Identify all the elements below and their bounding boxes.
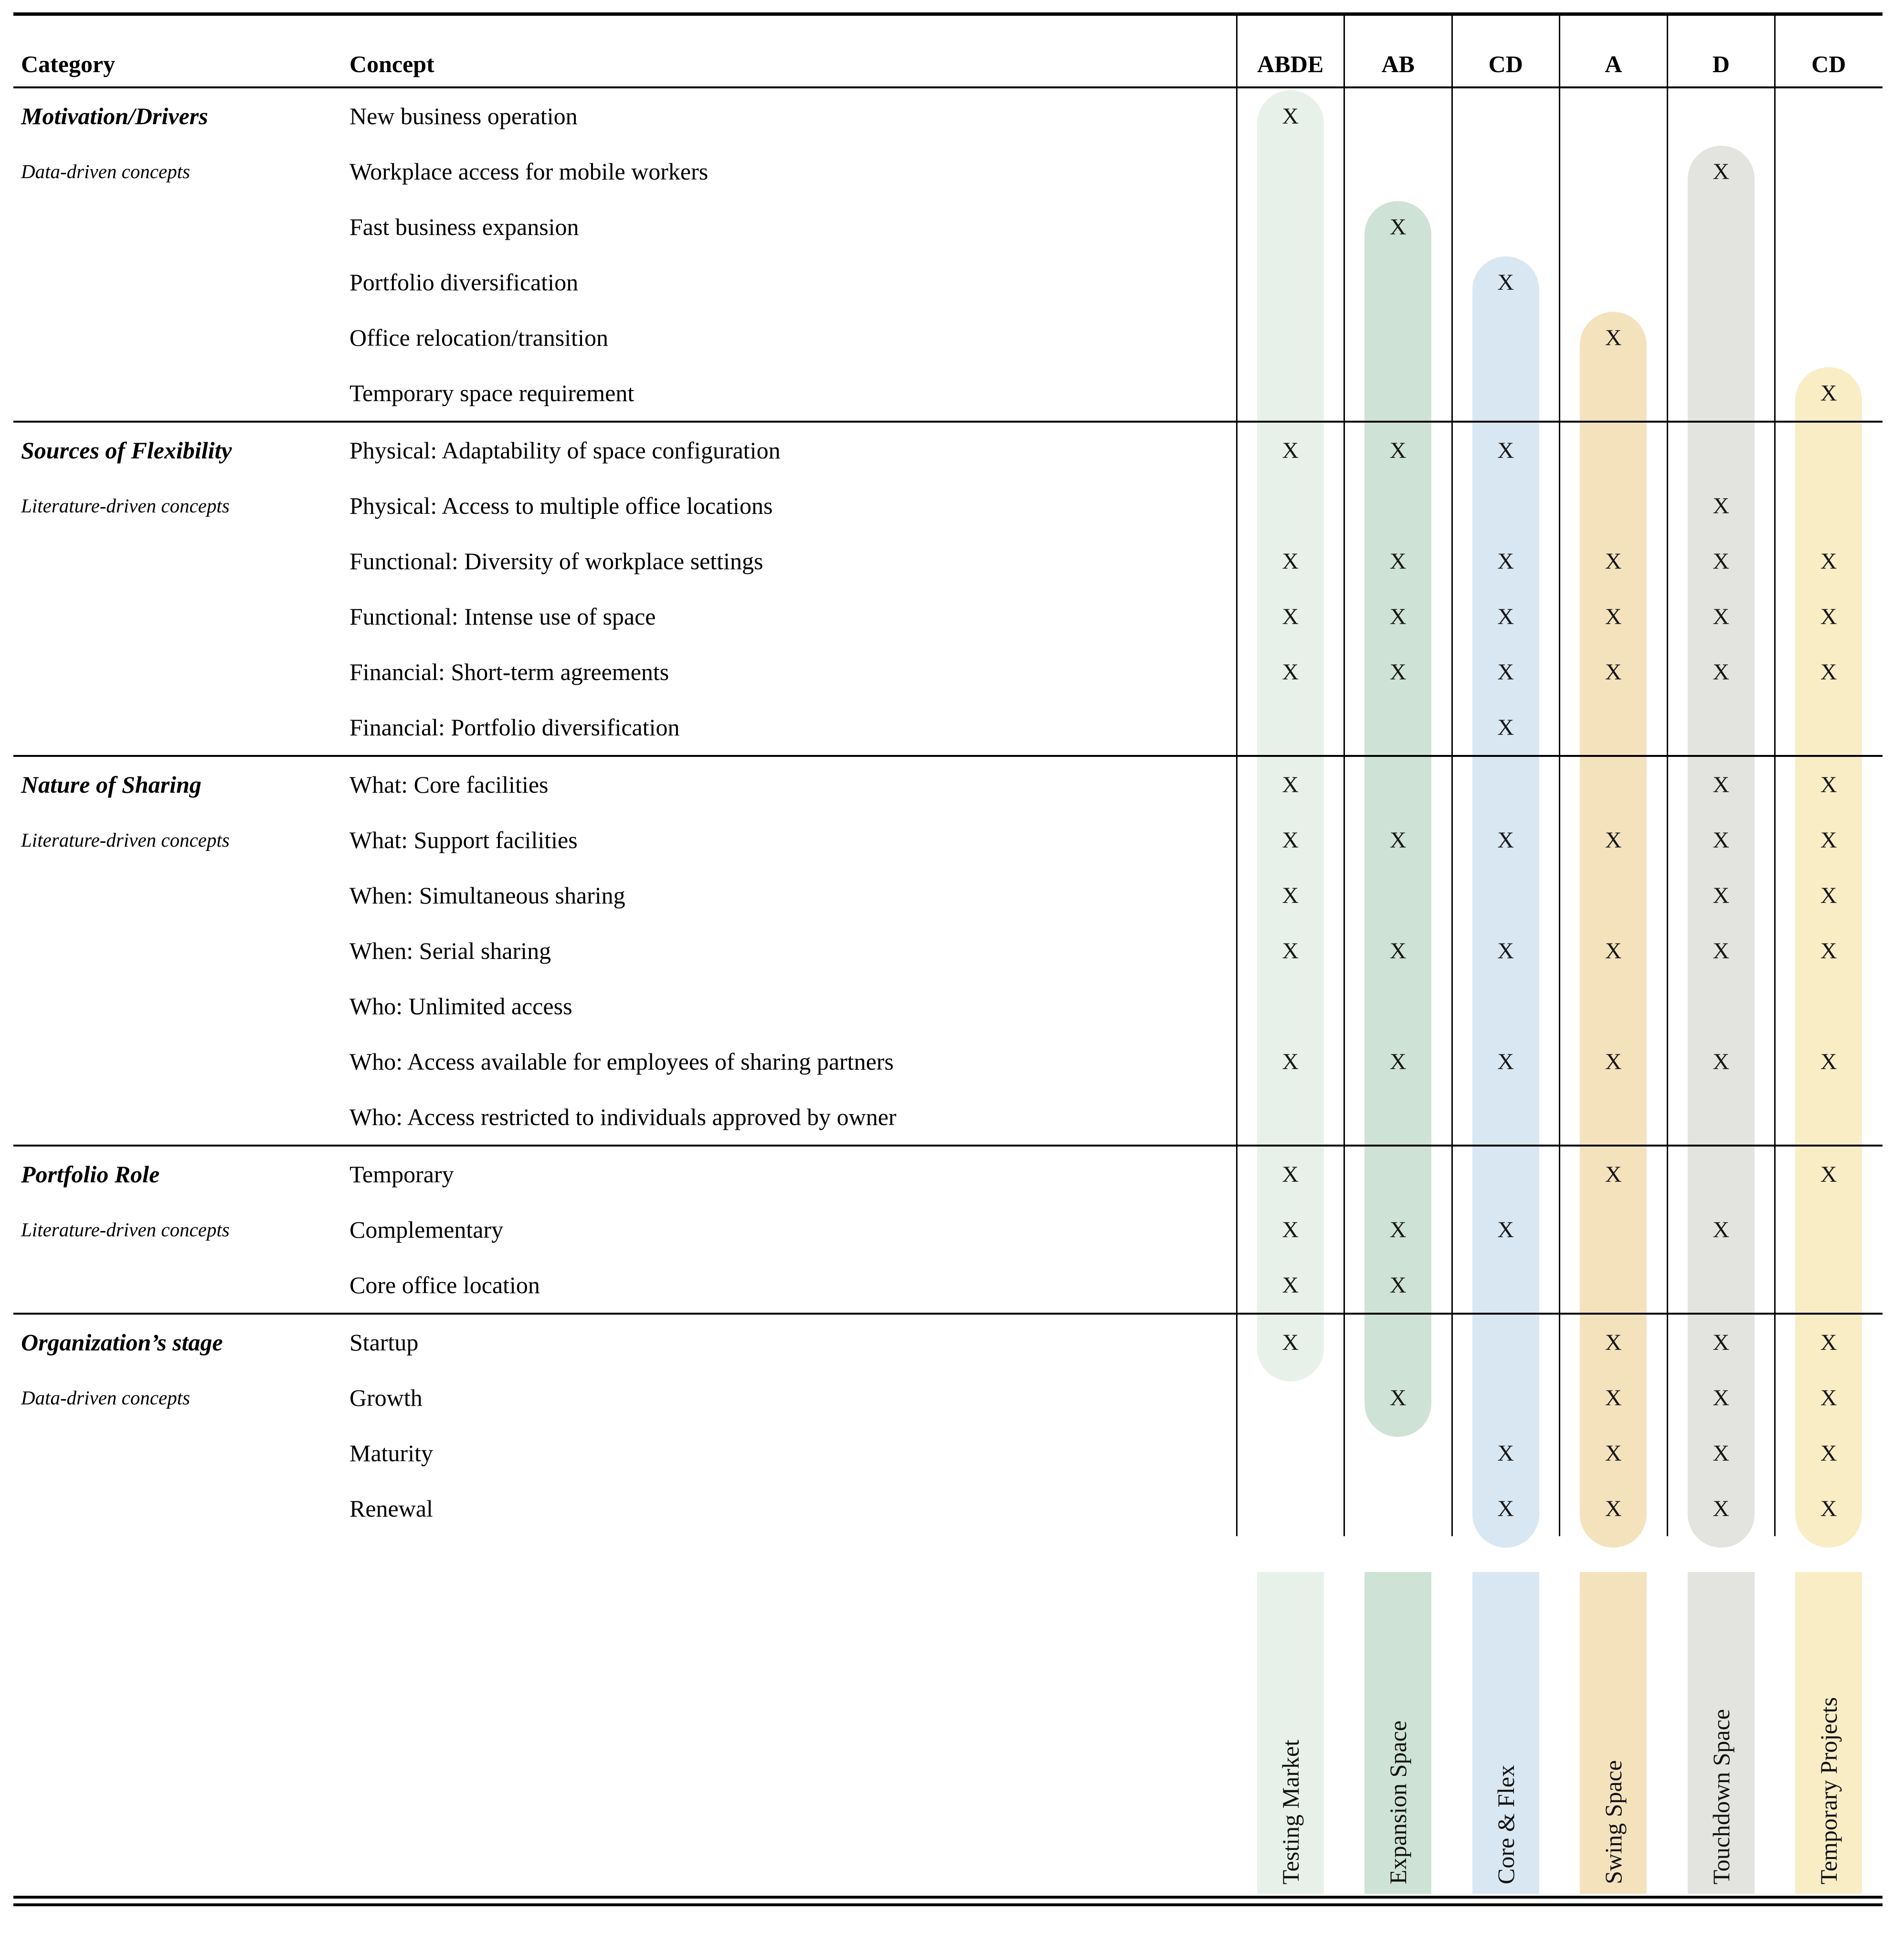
mark-x: X [1713,1496,1730,1521]
mark-x: X [1497,714,1514,740]
concept-cell: Financial: Short-term agreements [349,658,669,685]
mark-x: X [1389,938,1407,964]
mark-x: X [1282,827,1299,853]
concept-cell: Financial: Portfolio diversification [349,714,680,741]
mark-column-header-1: ABDE [1257,51,1324,77]
mark-x: X [1497,827,1514,853]
mark-x: X [1605,1049,1622,1074]
mark-x: X [1713,604,1730,629]
mark-column-header-4: A [1605,51,1622,77]
mark-x: X [1497,1049,1514,1074]
mark-x: X [1713,1440,1730,1466]
legend-label: Touchdown Space [1707,1709,1735,1884]
mark-column-header-6: CD [1811,51,1846,77]
mark-x: X [1282,659,1299,685]
mark-x: X [1389,1217,1407,1243]
mark-x: X [1605,1385,1622,1411]
legend-label: Swing Space [1600,1760,1627,1884]
mark-x: X [1713,159,1730,184]
concept-cell: Core office location [349,1272,540,1298]
category-sublabel: Literature-driven concepts [21,829,230,851]
concept-cell: Functional: Intense use of space [349,603,656,630]
concept-cell: Who: Access available for employees of sharing partners [349,1048,894,1075]
mark-column-header-5: D [1712,51,1730,77]
mark-x: X [1389,1049,1407,1074]
mark-x: X [1820,1329,1837,1355]
mark-x: X [1282,772,1299,797]
bottom-rule-outer [13,1896,1883,1899]
concept-cell: Portfolio diversification [349,269,579,296]
legend-band-cd2 [1795,1572,1862,1894]
mark-x: X [1820,938,1837,964]
mark-x: X [1497,1496,1514,1521]
mark-x: X [1713,1385,1730,1411]
mark-x: X [1389,437,1407,463]
concept-cell: Physical: Access to multiple office locations [349,492,773,519]
concept-cell: Fast business expansion [349,213,579,240]
legend-band-cd [1472,1572,1539,1894]
concept-cell: New business operation [349,103,578,129]
concept-cell: Workplace access for mobile workers [349,158,709,185]
mark-x: X [1820,1385,1837,1411]
mark-column-header-2: AB [1381,51,1415,77]
mark-x: X [1820,659,1837,685]
concept-cell: Physical: Adaptability of space configuration [349,437,781,464]
mark-x: X [1713,938,1730,964]
mark-x: X [1605,1440,1622,1466]
legend-band-abde [1257,1572,1324,1894]
concept-cell: What: Support facilities [349,827,578,853]
concept-cell: Complementary [349,1216,504,1243]
category-label: Organization’s stage [21,1329,223,1356]
mark-x: X [1605,938,1622,964]
mark-x: X [1497,604,1514,629]
category-sublabel: Literature-driven concepts [21,1219,230,1241]
mark-x: X [1389,827,1407,853]
mark-x: X [1282,437,1299,463]
mark-x: X [1605,548,1622,574]
mark-x: X [1282,938,1299,964]
legend-band-ab [1365,1572,1431,1894]
mark-x: X [1820,548,1837,574]
mark-x: X [1497,659,1514,685]
mark-x: X [1605,1329,1622,1355]
mark-x: X [1497,1217,1514,1243]
concept-column-header: Concept [349,51,434,77]
concept-cell: When: Serial sharing [349,937,551,964]
mark-x: X [1713,882,1730,908]
mark-x: X [1389,548,1407,574]
legend-label: Expansion Space [1385,1721,1412,1884]
mark-x: X [1820,604,1837,629]
mark-x: X [1713,548,1730,574]
mark-x: X [1713,1217,1730,1243]
mark-x: X [1713,1329,1730,1355]
legend-band-d [1688,1572,1755,1894]
mark-x: X [1605,827,1622,853]
mark-x: X [1820,1049,1837,1074]
mark-x: X [1282,548,1299,574]
legend-label: Core & Flex [1492,1765,1519,1884]
mark-x: X [1497,269,1514,295]
category-label: Portfolio Role [21,1161,160,1188]
mark-x: X [1389,1272,1407,1298]
mark-x: X [1282,604,1299,629]
legend-label: Testing Market [1277,1739,1304,1884]
concept-cell: Temporary space requirement [349,380,635,406]
concept-cell: Who: Unlimited access [349,993,572,1020]
mark-x: X [1820,1161,1837,1187]
concept-cell: Functional: Diversity of workplace settings [349,548,763,574]
category-label: Motivation/Drivers [21,103,208,129]
concept-cell: What: Core facilities [349,771,549,798]
mark-x: X [1605,1496,1622,1521]
mark-x: X [1497,437,1514,463]
mark-x: X [1282,882,1299,908]
mark-x: X [1497,938,1514,964]
category-sublabel: Literature-driven concepts [21,495,230,517]
mark-x: X [1820,380,1837,406]
mark-x: X [1713,493,1730,519]
mark-x: X [1605,1161,1622,1187]
category-column-header: Category [21,51,116,77]
legend-label: Temporary Projects [1815,1697,1842,1884]
mark-x: X [1497,548,1514,574]
table-top-rule [13,12,1883,16]
mark-x: X [1713,659,1730,685]
category-label: Sources of Flexibility [21,437,232,464]
mark-x: X [1713,772,1730,797]
bottom-rule-inner [13,1903,1883,1906]
mark-x: X [1389,1385,1407,1411]
concept-cell: Temporary [349,1161,454,1188]
mark-x: X [1605,659,1622,685]
concept-cell: Maturity [349,1440,433,1466]
concept-cell: When: Simultaneous sharing [349,882,625,909]
mark-x: X [1820,827,1837,853]
mark-x: X [1282,1049,1299,1074]
mark-x: X [1389,604,1407,629]
mark-x: X [1282,103,1299,129]
mark-x: X [1820,772,1837,797]
concept-cell: Office relocation/transition [349,324,608,351]
mark-x: X [1389,214,1407,240]
mark-x: X [1820,882,1837,908]
concept-cell: Growth [349,1384,423,1411]
mark-x: X [1713,827,1730,853]
mark-x: X [1282,1272,1299,1298]
mark-x: X [1497,1440,1514,1466]
mark-x: X [1282,1217,1299,1243]
mark-x: X [1605,604,1622,629]
category-sublabel: Data-driven concepts [21,160,190,182]
category-sublabel: Data-driven concepts [21,1387,190,1409]
concept-cell: Renewal [349,1495,433,1522]
concept-cell: Who: Access restricted to individuals approved by owner [349,1104,897,1130]
mark-column-header-3: CD [1488,51,1523,77]
legend-band-a [1580,1572,1647,1894]
mark-x: X [1389,659,1407,685]
mark-x: X [1282,1161,1299,1187]
concept-cell: Startup [349,1329,419,1356]
mark-x: X [1282,1329,1299,1355]
mark-x: X [1605,325,1622,350]
category-label: Nature of Sharing [21,771,201,798]
mark-x: X [1820,1496,1837,1521]
mark-x: X [1713,1049,1730,1074]
mark-x: X [1820,1440,1837,1466]
column-divider [1559,12,1560,1536]
